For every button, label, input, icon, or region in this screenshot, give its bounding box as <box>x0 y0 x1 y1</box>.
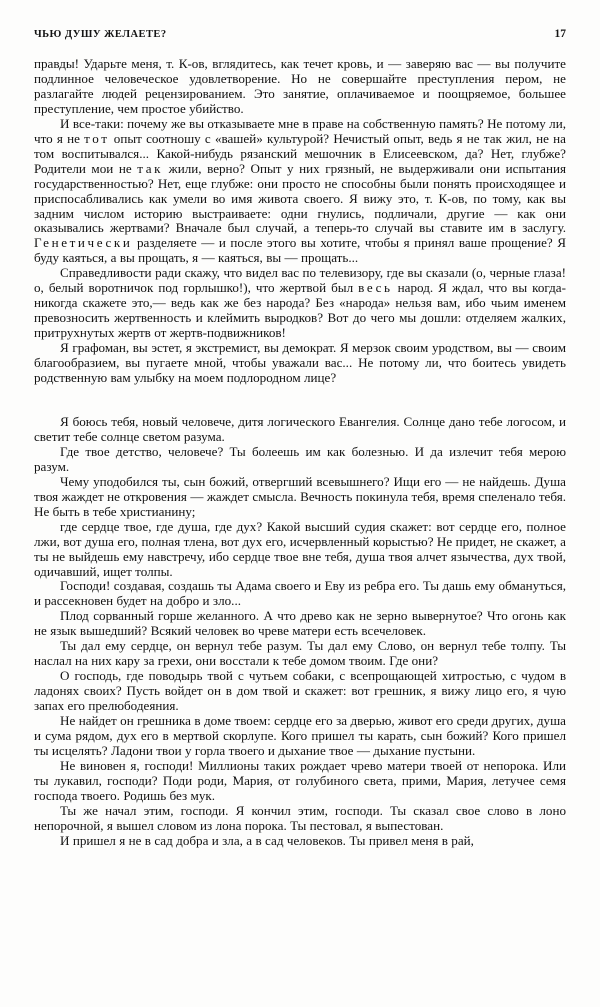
paragraph: Плод сорванный горше желанного. А что древо как не зерно вывернутое? Что огонь как не язык вышедший? Всякий человек во чреве матери есть всечеловек. <box>34 608 566 639</box>
running-head <box>34 28 566 44</box>
paragraph: Не найдет он грешника в доме твоем: сердце его за дверью, живот его среди других, душа и сума рядом, дух его в мертвой скорлупе. Кого пришел ты карать, сын божий? Кого пришел ты исцелять? Ладони твои у горла твоего и дыхание твое — дыхание пустыни. <box>34 713 566 758</box>
emphasis-letterspaced: тот <box>84 130 110 146</box>
paragraph: Я боюсь тебя, новый человече, дитя логического Евангелия. Солнце дано тебе логосом, и светит тебе солнце светом разума. <box>34 413 566 444</box>
paragraph: Справедливости ради скажу, что видел вас по телевизору, где вы сказали (о, черные глаза! о, белый воротничок под горлышко!), что жертвой был весь народ. Я ждал, что вы когда-никогда скажете это,— ведь как же без народа? Без «народа» нельзя вам, ибо чьим именем превозносить жертвенность и клеймить выродков? Вот до чего мы дошли: отделяем жалких, притрухнутых жертв от жертв-подвижников! <box>34 265 566 341</box>
paragraph: правды! Ударьте меня, т. К-ов, вглядитесь, как течет кровь, и — заверяю вас — вы получите подлинное человеческое удовлетворение. Но не совершайте преступления пером, не разлагайте людей рецензированием. Это занятие, оплачиваемое и поощряемое, большее преступление, чем простое убийство. <box>34 56 566 116</box>
paragraph: Где твое детство, человече? Ты болеешь им как болезнью. И да излечит тебя мерою разум. <box>34 443 566 474</box>
paragraph: Я графоман, вы эстет, я экстремист, вы демократ. Я мерзок своим уродством, вы — своим благообразием, вы пугаете мной, чтобы уважали вас... Не потому ли, что боитесь увидеть родственную вам улыбку на моем подлородном лице? <box>34 340 566 386</box>
emphasis-letterspaced: весь <box>358 280 393 296</box>
paragraph: И пришел я не в сад добра и зла, а в сад человеков. Ты привел меня в рай, <box>60 832 474 848</box>
paragraph: Господи! создавая, создашь ты Адама своего и Еву из ребра его. Ты дашь ему обмануться, и рассекновен будет на добро и зло... <box>34 578 566 609</box>
emphasis-letterspaced: Генетически <box>34 235 133 251</box>
paragraph: где сердце твое, где душа, где дух? Какой высший судия скажет: вот сердце его, полное лжи, вот душа его, полная тлена, вот дух его, исчервленный корыстью? Не придет, не скажет, а ты не выйдешь ему навстречу, ибо сердце твое вне тебя, душа твоя алчет язычества, дух твой, одичавший, ищет толпы. <box>34 518 566 579</box>
paragraph: Чему уподобился ты, сын божий, отвергший всевышнего? Ищи его — не найдешь. Душа твоя жаждет не откровения — жаждет смысла. Вечность покинула тебя, время спеленало тебя. Не быть в тебе христианину; <box>34 473 566 519</box>
running-head-title: ЧЬЮ ДУШУ ЖЕЛАЕТЕ? <box>34 29 167 40</box>
paragraph: Ты дал ему сердце, он вернул тебе разум. Ты дал ему Слово, он вернул тебе толпу. Ты наслал на них кару за грехи, они восстали к тебе домом твоим. Где они? <box>34 638 566 669</box>
emphasis-letterspaced: так <box>137 160 164 176</box>
paragraph: О господь, где поводырь твой с чутьем собаки, с всепрощающей хитростью, с чудом в ладонях своих? Пусть войдет он в дом твой и скажет: вот грешник, я вижу лицо его, я чую запах его прелюбодеяния. <box>34 668 566 714</box>
section-break <box>34 386 566 415</box>
page-number: 17 <box>554 28 566 40</box>
paragraph: Не виновен я, господи! Миллионы таких рождает чрево матери твоей от непорока. Или ты лукавил, господи? Поди роди, Мария, от голубиного света, прими, Мария, летучее семя господа твоего. Родишь без мук. <box>34 757 566 803</box>
paragraph: Ты же начал этим, господи. Я кончил этим, господи. Ты сказал свое слово в лоно непорочной, я вышел словом из лона порока. Ты пестовал, я выпестован. <box>34 802 566 833</box>
body-text-block <box>34 57 566 849</box>
paragraph: И все-таки: почему же вы отказываете мне в праве на собственную память? Не потому ли, что я не тот опыт соотношу с «вашей» культурой? Нечистый опыт, ведь я не так жил, не на том воспитывался... Какой-нибудь рязанский мешочник в Елисеевском, да? Нет, глубже? Родители мои не так жили, верно? Опыт у них грязный, не выдерживали они испытания государственностью? Нет, еще глубже: они просто не способны были понять происходящее и приспосабливались как умели во имя живота своего. Я вижу это, т. К-ов, по тому, как вы задним числом историю выстраиваете: одни гнулись, подличали, другие — как они оказывались жертвами? Вначале был случай, а теперь-то случай вы ставите им в заслугу. Генетически разделяете — и после этого вы хотите, чтобы я принял ваше прощение? Я буду каяться, а вы прощать, я — каяться, вы — прощать... <box>34 115 566 266</box>
